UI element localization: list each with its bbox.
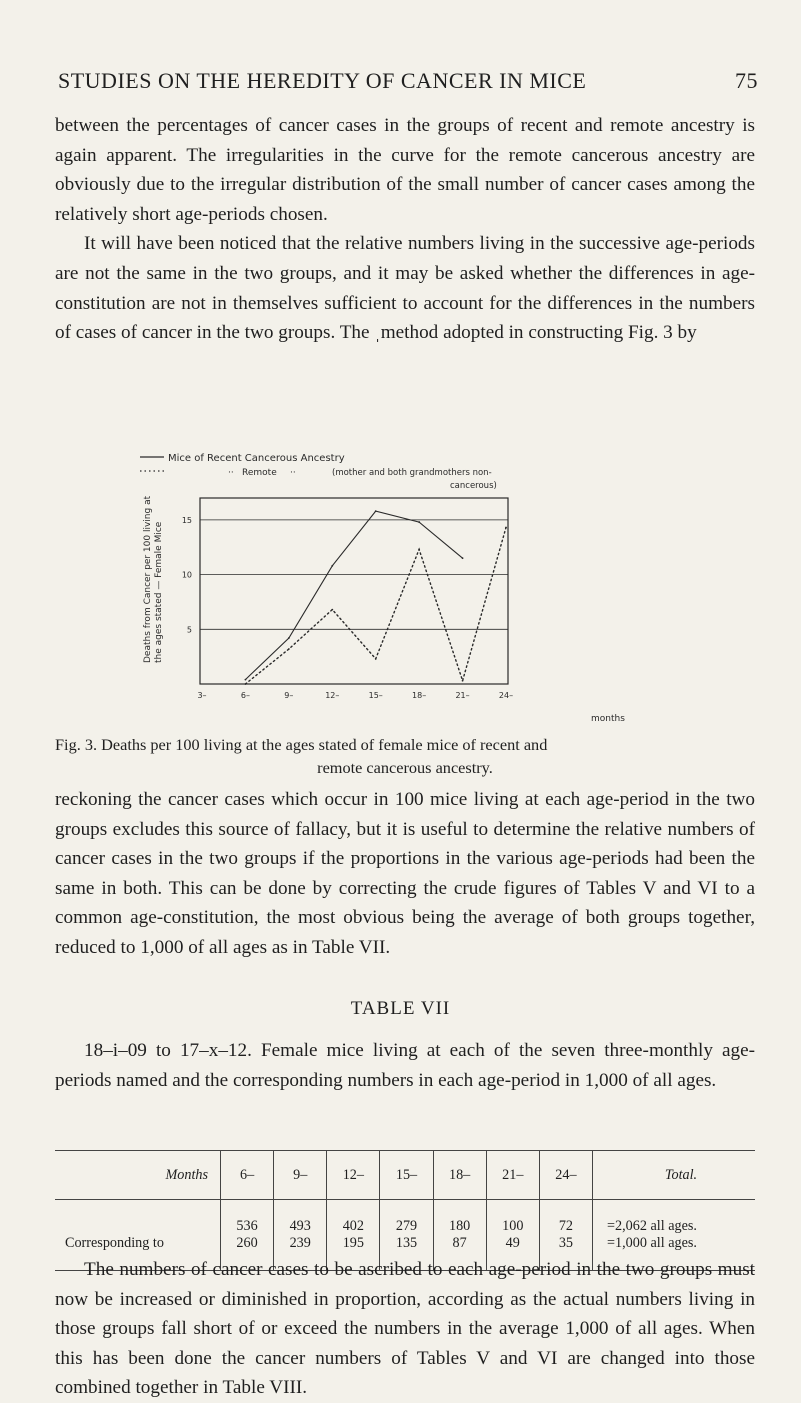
- legend-recent-label: Mice of Recent Cancerous Ancestry: [168, 453, 345, 464]
- paragraph: It will have been noticed that the relative numbers living in the successive age-periods are not the same in the two groups, and it may be asked whether the differences in age-constitution are not in themselves sufficient to account for the differences in the numbers of cases of cancer in the two groups. The ˌmethod adopted in constructing Fig. 3 by: [55, 233, 755, 344]
- value-per-1000: 135: [395, 1235, 418, 1251]
- table-header-cell: 6–: [221, 1151, 274, 1200]
- x-tick-label: 24–: [498, 691, 514, 700]
- x-tick-label: 9–: [284, 691, 294, 700]
- value-all: 402: [342, 1218, 364, 1234]
- paragraph-block-1: [55, 111, 755, 348]
- point-recent: [331, 565, 333, 567]
- figure-caption: [55, 733, 755, 779]
- table-header-months: Months: [55, 1151, 221, 1200]
- legend-note-line2: cancerous): [450, 481, 497, 491]
- paragraph-block-3: [55, 1255, 755, 1403]
- legend-remote-dots: ··: [228, 468, 234, 478]
- y-tick-label: 15: [181, 515, 192, 525]
- point-recent: [375, 510, 377, 512]
- x-tick-label: 18–: [412, 691, 427, 700]
- fig3-chart: [140, 448, 700, 728]
- point-remote: [505, 527, 507, 529]
- running-head: [58, 68, 758, 94]
- legend-remote-dots-2: ··: [290, 468, 296, 478]
- table-header-row: [55, 1151, 755, 1200]
- value-per-1000: 49: [505, 1235, 520, 1251]
- caption-line-2: remote cancerous ancestry.: [317, 758, 493, 777]
- x-tick-label: 21–: [455, 691, 470, 700]
- table-header-cell: 24–: [539, 1151, 592, 1200]
- value-all: 100: [502, 1218, 524, 1234]
- table-description: [55, 1036, 755, 1095]
- point-remote: [375, 658, 377, 660]
- value-per-1000: 260: [236, 1235, 258, 1251]
- x-axis-title: months: [591, 714, 625, 724]
- table-header-cell: 18–: [433, 1151, 486, 1200]
- value-all: 72: [558, 1218, 574, 1234]
- caption-line-1: Fig. 3. Deaths per 100 living at the ages stated of female mice of recent and: [55, 735, 548, 754]
- x-tick-label: 15–: [368, 691, 383, 700]
- plot-frame: [200, 498, 508, 684]
- legend-note-line1: (mother and both grandmothers non-: [332, 468, 492, 478]
- plot-grid: [200, 498, 508, 684]
- value-all: 279: [395, 1218, 418, 1234]
- legend-remote-label: Remote: [242, 468, 277, 478]
- x-tick-label: 3–: [197, 691, 207, 700]
- table-header-cell: 15–: [380, 1151, 433, 1200]
- point-remote: [245, 683, 247, 685]
- paragraph: reckoning the cancer cases which occur in 100 mice living at each age-period in the two groups excludes this source of fallacy, but it is useful to determine the relative numbers of cancer cases in the two groups if the proportions in the various age-periods had been the same in both. This can be done by correcting the crude figures of Tables V and VI to a common age-constitution, the most obvious being the average of both groups together, reduced to 1,000 of all ages as in Table VII.: [55, 789, 755, 958]
- plot-tick-labels: [182, 516, 513, 700]
- table-header-total: Total.: [593, 1151, 756, 1200]
- point-remote: [418, 549, 420, 551]
- point-remote: [288, 648, 290, 650]
- table-title: TABLE VII: [350, 998, 451, 1019]
- point-remote: [462, 680, 464, 682]
- value-per-1000: 195: [342, 1235, 364, 1251]
- y-axis-title: [143, 495, 164, 663]
- total-per-1000: =1,000 all ages.: [607, 1235, 697, 1251]
- y-tick-label: 5: [186, 625, 192, 635]
- point-recent: [462, 557, 464, 559]
- figure-3: [140, 448, 700, 733]
- value-all: 493: [289, 1218, 311, 1234]
- table-header-cell: 12–: [327, 1151, 380, 1200]
- y-tick-label: 10: [181, 570, 192, 580]
- table-vii: [55, 1150, 755, 1271]
- value-per-1000: 239: [289, 1235, 311, 1251]
- series-line-recent: [245, 511, 462, 679]
- paragraph-block-2: [55, 785, 755, 963]
- value-per-1000: 35: [558, 1235, 574, 1251]
- plot-series: [245, 510, 507, 685]
- y-axis-title-line1: Deaths from Cancer per 100 living at: [143, 495, 153, 663]
- running-head-title: STUDIES ON THE HEREDITY OF CANCER IN MICE: [58, 68, 587, 93]
- page-number: 75: [735, 68, 758, 93]
- series-line-remote: [245, 528, 506, 685]
- value-per-1000: 87: [452, 1235, 467, 1251]
- row-label-text: Corresponding to: [65, 1235, 164, 1251]
- y-axis-title-line2: the ages stated — Female Mice: [154, 521, 164, 663]
- x-tick-label: 6–: [240, 691, 250, 700]
- value-all: 180: [448, 1218, 471, 1234]
- point-recent: [418, 521, 420, 523]
- x-tick-label: 12–: [325, 691, 340, 700]
- value-all: 536: [236, 1218, 258, 1234]
- table-header-cell: 9–: [274, 1151, 327, 1200]
- point-remote: [331, 609, 333, 611]
- paragraph: The numbers of cancer cases to be ascribed to each age-period in the two groups must now be increased or diminished in proportion, according as the actual numbers living in those groups fall short of or exceed the numbers in the average 1,000 of all ages. When this has been done the cancer numbers of Tables V and VI are changed into those combined together in Table VIII.: [55, 1259, 755, 1399]
- paragraph: 18–i–09 to 17–x–12. Female mice living at each of the seven three-monthly age-periods named and the corresponding numbers in each age-period in 1,000 of all ages.: [55, 1040, 755, 1091]
- point-recent: [245, 679, 247, 681]
- paragraph: between the percentages of cancer cases in the groups of recent and remote ancestry is again apparent. The irregularities in the curve for the remote cancerous ancestry are obviously due to the irregular distribution of the small number of cancer cases among the relatively short age-periods chosen.: [55, 115, 755, 225]
- total-all: =2,062 all ages.: [607, 1218, 697, 1234]
- table-header-cell: 21–: [486, 1151, 539, 1200]
- point-recent: [288, 637, 290, 639]
